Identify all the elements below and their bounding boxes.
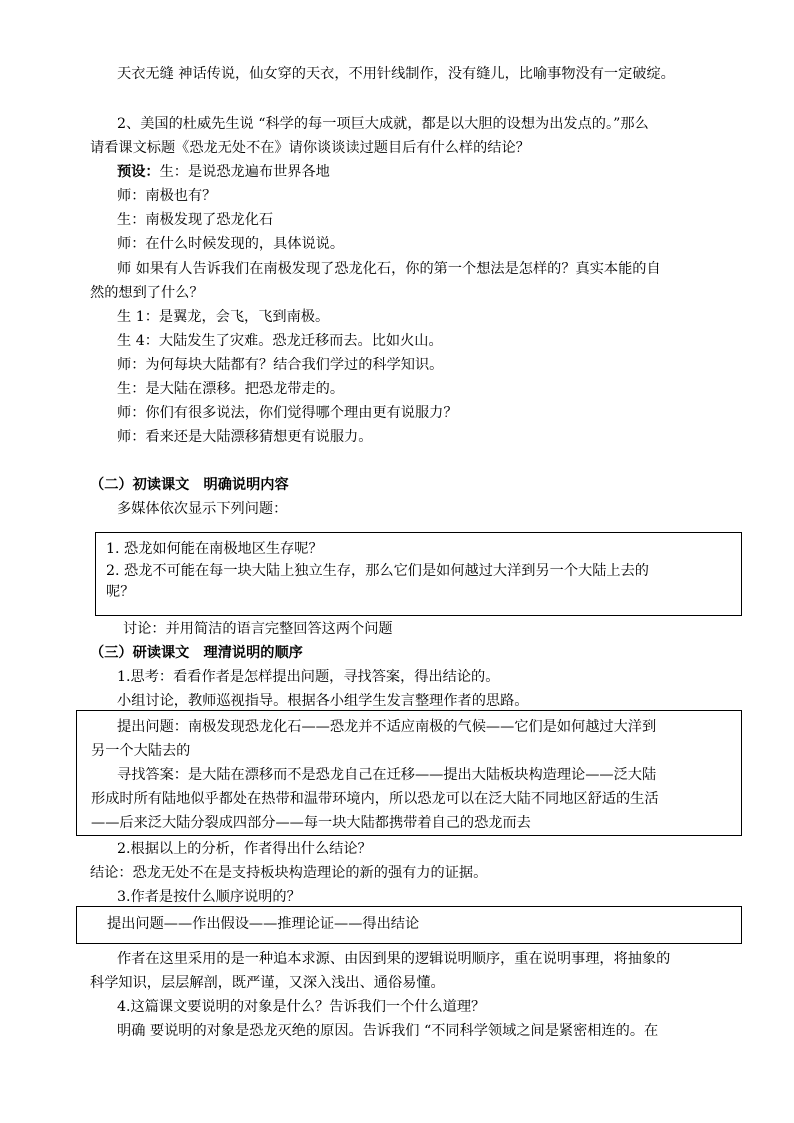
question-item: 2. 恐龙不可能在每一块大陆上独立生存，那么它们是如何越过大洋到另一个大陆上去的	[106, 563, 649, 579]
text-line: 明确 要说明的对象是恐龙灭绝的原因。告诉我们 “不同科学领域之间是紧密相连的。在	[117, 1023, 659, 1039]
section-heading: （三）研读课文 理清说明的顺序	[90, 645, 303, 661]
preset-text: 生：是说恐龙遍布世界各地	[159, 164, 330, 180]
text-line: 天衣无缝 神话传说，仙女穿的天衣，不用针线制作，没有缝儿，比喻事物没有一定破绽。	[117, 66, 675, 82]
text-line: 小组讨论，教师巡视指导。根据各小组学生发言整理作者的思路。	[117, 693, 529, 709]
text-line	[117, 161, 767, 183]
analysis-line: 提出问题：南极发现恐龙化石——恐龙并不适应南极的气候——它们是如何越过大洋到	[117, 719, 657, 735]
text-line: 科学知识，层层解剖，既严谨，又深入浅出、通俗易懂。	[90, 975, 445, 991]
text-line: 结论：恐龙无处不在是支持板块构造理论的新的强有力的证据。	[90, 865, 488, 881]
text-line: 然的想到了什么？	[90, 285, 204, 301]
text-line: 师：为何每块大陆都有？结合我们学过的科学知识。	[117, 357, 444, 373]
text-line: 生：是大陆在漂移。把恐龙带走的。	[117, 381, 345, 397]
text-line: 4.这篇课文要说明的对象是什么？告诉我们一个什么道理？	[117, 999, 486, 1015]
preset-label: 预设：	[117, 164, 160, 180]
text-line: 师 如果有人告诉我们在南极发现了恐龙化石，你的第一个想法是怎样的？真实本能的自	[117, 261, 661, 277]
text-line: 生 1：是翼龙，会飞，飞到南极。	[117, 309, 330, 325]
text-line: 师：南极也有？	[117, 188, 217, 204]
text-line: 2、美国的杜威先生说 “科学的每一项巨大成就，都是以大胆的设想为出发点的。”那么	[117, 116, 649, 132]
analysis-box	[76, 710, 742, 836]
text-line: 多媒体依次显示下列问题：	[117, 501, 288, 517]
question-item: 呢？	[106, 584, 135, 600]
text-line: 师：你们有很多说法，你们觉得哪个理由更有说服力？	[117, 405, 458, 421]
analysis-line: 另一个大陆去的	[91, 743, 191, 759]
text-line: 3.作者是按什么顺序说明的？	[117, 889, 301, 905]
text-line: 师：看来还是大陆漂移猜想更有说服力。	[117, 429, 373, 445]
order-line: 提出问题——作出假设——推理论证——得出结论	[107, 916, 420, 932]
text-line: 2.根据以上的分析，作者得出什么结论？	[117, 841, 372, 857]
text-line: 作者在这里采用的是一种追本求源、由因到果的逻辑说明顺序，重在说明事理，将抽象的	[117, 951, 671, 967]
question-item: 1. 恐龙如何能在南极地区生存呢？	[106, 541, 323, 557]
order-box	[76, 906, 742, 944]
analysis-line: 寻找答案：是大陆在漂移而不是恐龙自己在迁移——提出大陆板块构造理论——泛大陆	[117, 767, 657, 783]
text-line: 生：南极发现了恐龙化石	[117, 212, 274, 228]
section-heading: （二）初读课文 明确说明内容	[90, 477, 289, 493]
text-line: 生 4：大陆发生了灾难。恐龙迁移而去。比如火山。	[117, 333, 443, 349]
questions-box	[95, 532, 742, 616]
text-line: 讨论：并用简洁的语言完整回答这两个问题	[123, 621, 393, 637]
analysis-line: ——后来泛大陆分裂成四部分——每一块大陆都携带着自己的恐龙而去	[91, 815, 531, 831]
text-line: 1.思考：看看作者是怎样提出问题，寻找答案，得出结论的。	[117, 669, 500, 685]
text-line: 请看课文标题《恐龙无处不在》请你谈谈读过题目后有什么样的结论？	[90, 140, 530, 156]
analysis-line: 形成时所有陆地似乎都处在热带和温带环境内，所以恐龙可以在泛大陆不同地区舒适的生活	[91, 791, 659, 807]
text-line: 师：在什么时候发现的，具体说说。	[117, 236, 345, 252]
